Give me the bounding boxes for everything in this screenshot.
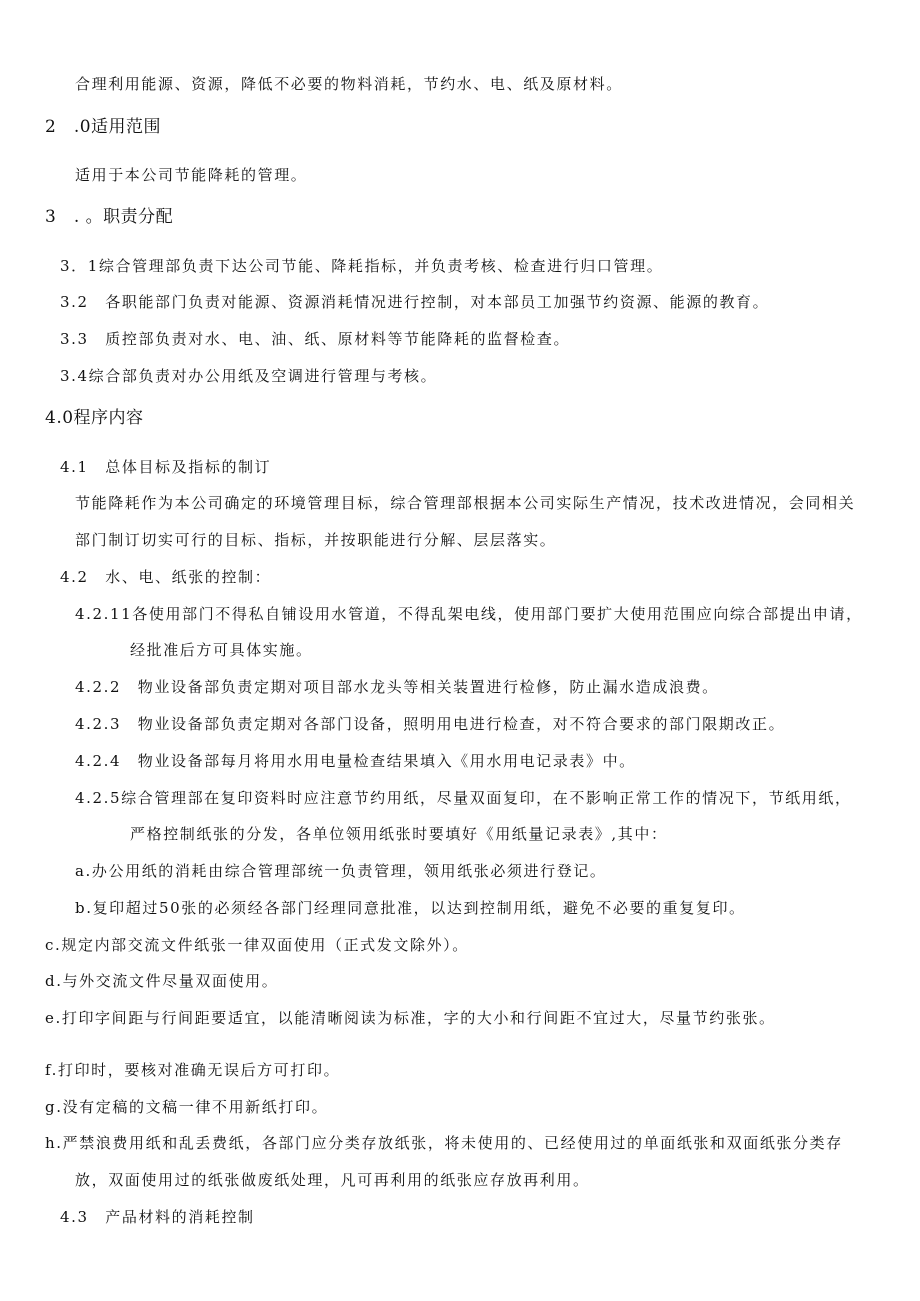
clause-4-2-title: 4.2 水、电、纸张的控制： (60, 568, 272, 586)
item-b: b.复印超过50张的必须经各部门经理同意批准，以达到控制用纸，避免不必要的重复复印。 (75, 899, 746, 917)
clause-4-2-3: 4.2.3 物业设备部负责定期对各部门设备，照明用电进行检查，对不符合要求的部门限期改正。 (75, 715, 786, 733)
item-a: a.办公用纸的消耗由综合管理部统一负责管理，领用纸张必须进行登记。 (75, 862, 607, 880)
item-d: d.与外交流文件尽量双面使用。 (45, 972, 279, 990)
clause-3-1: 3．1综合管理部负责下达公司节能、降耗指标，并负责考核、检查进行归口管理。 (60, 257, 664, 275)
clause-4-2-1-line-2: 经批准后方可具体实施。 (130, 641, 313, 659)
clause-4-2-5-line-2: 严格控制纸张的分发，各单位领用纸张时要填好《用纸量记录表》,其中： (130, 825, 668, 843)
clause-4-1-text-line-2: 部门制订切实可行的目标、指标，并按职能进行分解、层层落实。 (75, 531, 557, 549)
item-g: g.没有定稿的文稿一律不用新纸打印。 (45, 1098, 329, 1116)
clause-4-1-title: 4.1 总体目标及指标的制订 (60, 458, 272, 476)
section-2-heading: 2 .0适用范围 (45, 117, 162, 137)
clause-4-2-4: 4.2.4 物业设备部每月将用水用电量检查结果填入《用水用电记录表》中。 (75, 752, 636, 770)
section-3-heading: 3 . 。职责分配 (45, 207, 174, 227)
intro-paragraph: 合理利用能源、资源，降低不必要的物料消耗，节约水、电、纸及原材料。 (75, 75, 623, 93)
clause-4-2-5-line-1: 4.2.5综合管理部在复印资料时应注意节约用纸，尽量双面复印，在不影响正常工作的情况下，节纸用纸， (75, 789, 852, 807)
clause-3-2: 3.2 各职能部门负责对能源、资源消耗情况进行控制，对本部员工加强节约资源、能源的教育。 (60, 293, 770, 311)
item-h-line-2: 放，双面使用过的纸张做废纸处理，凡可再利用的纸张应存放再利用。 (75, 1171, 590, 1189)
item-c: c.规定内部交流文件纸张一律双面使用（正式发文除外）。 (45, 936, 469, 954)
clause-4-1-text-line-1: 节能降耗作为本公司确定的环境管理目标，综合管理部根据本公司实际生产情况，技术改进情况，会同相关 (75, 494, 856, 512)
clause-3-4: 3.4综合部负责对办公用纸及空调进行管理与考核。 (60, 367, 438, 385)
item-e: e.打印字间距与行间距要适宜，以能清晰阅读为标准，字的大小和行间距不宜过大，尽量节约张张。 (45, 1009, 776, 1027)
clause-4-3-title: 4.3 产品材料的消耗控制 (60, 1208, 255, 1226)
section-2-text: 适用于本公司节能降耗的管理。 (75, 166, 308, 184)
item-h-line-1: h.严禁浪费用纸和乱丢费纸，各部门应分类存放纸张，将未使用的、已经使用过的单面纸张和双面纸张分类存 (45, 1134, 843, 1152)
clause-3-3: 3.3 质控部负责对水、电、油、纸、原材料等节能降耗的监督检查。 (60, 330, 571, 348)
clause-4-2-1-line-1: 4.2.11各使用部门不得私自铺设用水管道，不得乱架电线，使用部门要扩大使用范围应向综合部提出申请， (75, 605, 863, 623)
clause-4-2-2: 4.2.2 物业设备部负责定期对项目部水龙头等相关装置进行检修，防止漏水造成浪费。 (75, 678, 719, 696)
item-f: f.打印时，要核对准确无误后方可打印。 (45, 1061, 341, 1079)
section-4-heading: 4.0程序内容 (45, 408, 144, 428)
